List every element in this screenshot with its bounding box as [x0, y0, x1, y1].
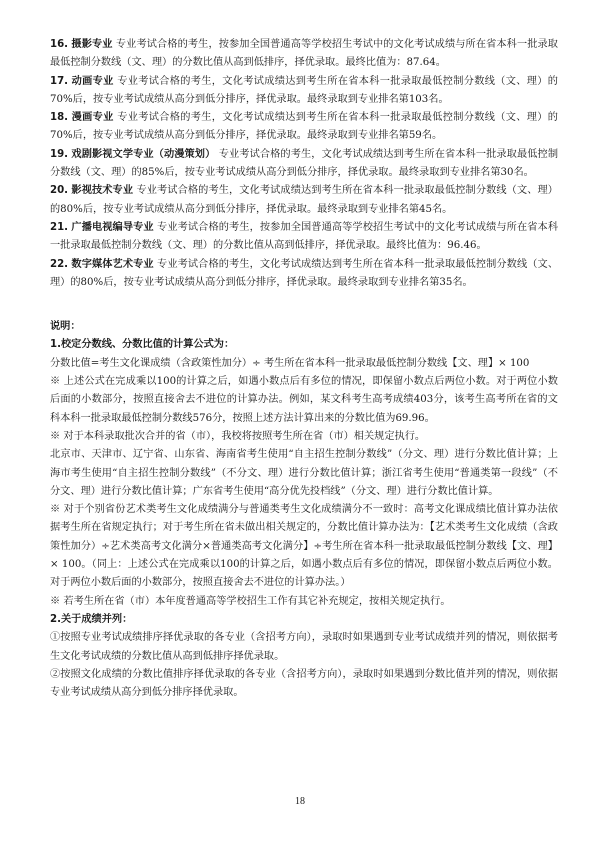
item-number: 17.	[50, 75, 69, 87]
major-item-19	[50, 146, 558, 183]
tie-rule-1: ①按照专业考试成绩排序择优录取的各专业（含招考方向），录取时如果遇到专业考试成绩并列的情况，则依据考生文化考试成绩的分数比值从高到低排序择优录取。	[50, 632, 558, 662]
page-number: 18	[295, 796, 305, 807]
major-name: 戏剧影视文学专业（动漫策划）	[71, 148, 216, 160]
major-name: 摄影专业	[71, 39, 113, 50]
major-name: 影视技术专业	[71, 185, 134, 197]
major-item-17	[50, 73, 558, 110]
major-item-21	[50, 219, 558, 256]
item-number: 20.	[50, 185, 69, 197]
major-rule: 专业考试合格的考生，文化考试成绩达到考生所在省本科一批录取最低控制分数线（文、理）的80%后，按专业考试成绩从高分到低分排序，择优录取。最终录取到专业排名第35名。	[50, 258, 559, 288]
major-item-18	[50, 109, 558, 146]
item-number: 16.	[50, 39, 69, 50]
major-rule: 专业考试合格的考生，文化考试成绩达到考生所在省本科一批录取最低控制分数线（文、理）的80%后，按专业考试成绩从高分到低分排序，择优录取。最终录取到专业排名第45名。	[50, 185, 558, 215]
major-item-16	[50, 36, 558, 73]
major-item-22	[50, 256, 558, 293]
item-number: 18.	[50, 112, 69, 124]
tie-rule-2: ②按照文化成绩的分数比值排序择优录取的各专业（含招考方向），录取时如果遇到分数比值并列的情况，则依据专业考试成绩从高分到低分排序择优录取。	[50, 668, 558, 699]
formula-text: 分数比值=考生文化课成绩（含政策性加分）÷ 考生所在省本科一批录取最低控制分数线【文、理】× 100	[50, 357, 530, 369]
note-paragraph-3: 北京市、天津市、辽宁省、山东省、海南省考生使用“自主招生控制分数线”（分文、理）进行分数比值计算；上海市考生使用“自主招生控制分数线”（不分文、理）进行分数比值计算；浙江省考生使用“普通类第一段线”（不分文、理）进行分数比值计算；广东省考生使用“高分优先投档线”（分文、理）进行分数比值计算。	[50, 449, 558, 497]
section-2-title: 2.关于成绩并列：	[50, 613, 133, 625]
major-item-20	[50, 182, 558, 219]
note-paragraph-4: ※ 对于个别省份艺术类考生文化成绩满分与普通类考生文化成绩满分不一致时：高考文化课成绩比值计算办法依据考生所在省规定执行；对于考生所在省未做出相关规定的，分数比值计算办法为：【艺术类考生文化成绩（含政策性加分）÷艺术类高考文化满分×普通类高考文化满分】÷考生所在省本科一批录取最低控制分数线【文、理】× 100。（同上：上述公式在完成乘以100的计算之后，如遇小数点后有多位的情况，即保留小数点后两位小数。对于两位小数后面的小数部分，按照直接舍去不进位的计算办法。）	[50, 504, 558, 589]
major-rule: 专业考试合格的考生，按参加全国普通高等学校招生考试中的文化考试成绩与所在省本科一批录取最低控制分数线（文、理）的分数比值从高到低排序，择优录取。最终比值为：87.64。	[50, 39, 558, 69]
major-name: 数字媒体艺术专业	[71, 258, 154, 270]
notes-title: 说明：	[50, 321, 81, 333]
major-name: 广播电视编导专业	[71, 221, 154, 233]
major-name: 动画专业	[71, 75, 114, 87]
notes-section	[50, 318, 558, 702]
item-number: 21.	[50, 221, 69, 233]
major-list	[50, 36, 558, 292]
note-paragraph-1: ※ 上述公式在完成乘以100的计算之后，如遇小数点后有多位的情况，即保留小数点后两位小数。对于两位小数后面的小数部分，按照直接舍去不进位的计算办法。例如，某文科考生高考成绩403分，该考生高考所在省的文科本科一批录取最低控制分数线576分，按照上述方法计算出来的分数比值为69.96。	[50, 376, 558, 424]
item-number: 22.	[50, 258, 69, 270]
page-content	[50, 36, 558, 702]
major-name: 漫画专业	[71, 112, 114, 124]
note-paragraph-5: ※ 若考生所在省（市）本年度普通高等学校招生工作有其它补充规定，按相关规定执行。	[50, 595, 451, 607]
major-rule: 专业考试合格的考生，文化考试成绩达到考生所在省本科一批录取最低控制分数线（文、理）的85%后，按专业考试成绩从高分到低分排序，择优录取。最终录取到专业排名第30名。	[50, 148, 559, 179]
item-number: 19.	[50, 148, 69, 160]
major-rule: 专业考试合格的考生，按参加全国普通高等学校招生考试中的文化考试成绩与所在省本科一批录取最低控制分数线（文、理）的分数比值从高到低排序，择优录取。最终比值为：96.46。	[50, 221, 559, 252]
section-1-title: 1.校定分数线、分数比值的计算公式为：	[50, 339, 235, 351]
note-paragraph-2: ※ 对于本科录取批次合并的省（市），我校将按照考生所在省（市）相关规定执行。	[50, 430, 426, 442]
major-rule: 专业考试合格的考生，文化考试成绩达到考生所在省本科一批录取最低控制分数线（文、理）的70%后，按专业考试成绩从高分到低分排序，择优录取。最终录取到专业排名第103名。	[50, 75, 558, 105]
major-rule: 专业考试合格的考生，文化考试成绩达到考生所在省本科一批录取最低控制分数线（文、理）的70%后，按专业考试成绩从高分到低分排序，择优录取。最终录取到专业排名第59名。	[50, 112, 558, 142]
